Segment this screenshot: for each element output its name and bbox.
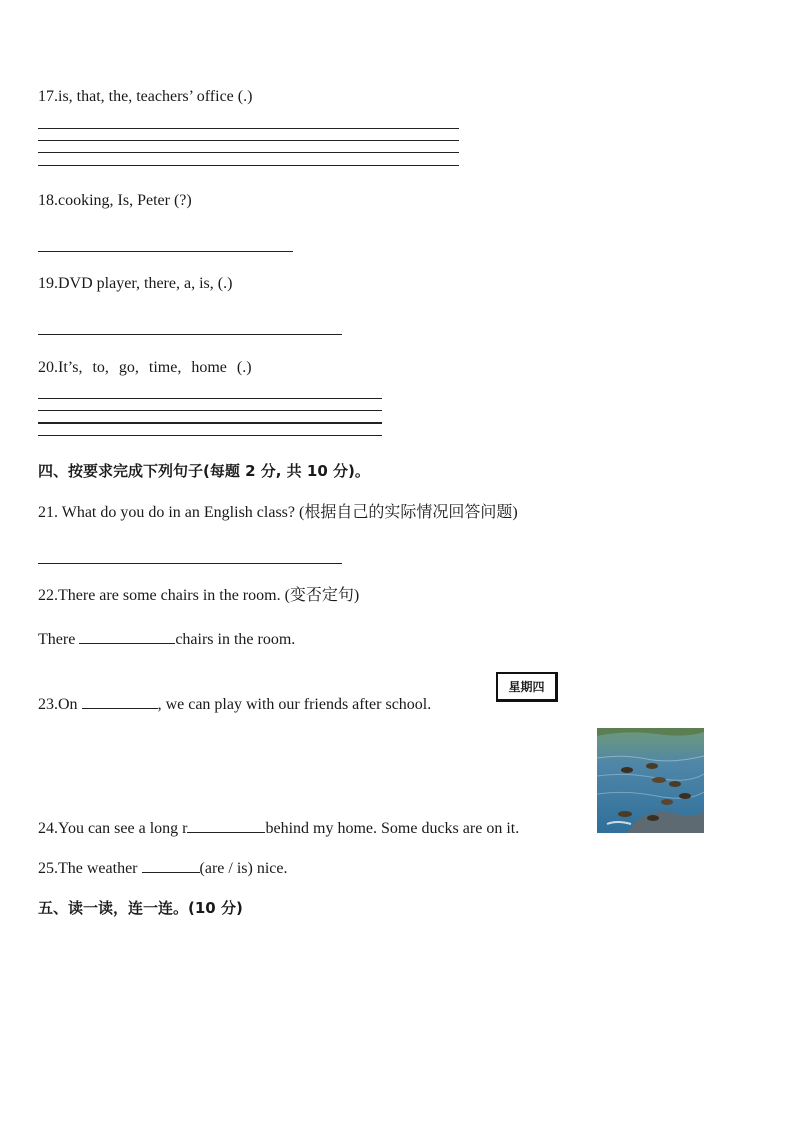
question-suffix: (are / is) nice. [199,860,288,877]
picture-label: 星期四 [508,680,545,694]
pond-with-ducks-icon [597,728,704,833]
answer-line[interactable] [38,140,459,141]
question-22-answer [38,628,295,650]
answer-line[interactable] [38,334,342,335]
answer-suffix: chairs in the room. [175,631,296,648]
question-25 [38,857,287,879]
question-19: 19.DVD player, there, a, is, (.) [38,275,233,292]
answer-line[interactable] [38,398,382,399]
question-20: 20.It’s, to, go, time, home (.) [38,359,252,376]
question-22: 22.There are some chairs in the room. (变否定句) [38,587,360,604]
answer-line[interactable] [38,435,382,436]
question-23 [38,693,431,715]
question-24 [38,817,519,839]
answer-line[interactable] [38,152,459,153]
fill-blank[interactable] [187,817,265,833]
question-18: 18.cooking, Is, Peter (?) [38,192,192,209]
answer-line[interactable] [38,128,459,129]
question-21: 21. What do you do in an English class? (根据自己的实际情况回答问题) [38,504,518,521]
answer-line[interactable] [38,563,342,564]
question-prefix: 23.On [38,696,78,713]
question-suffix: behind my home. Some ducks are on it. [265,820,520,837]
fill-blank[interactable] [142,857,200,873]
answer-line[interactable] [38,410,382,411]
section-5-heading: 五、读一读，连一连。(10 分) [38,899,243,917]
question-prefix: 24.You can see a long r [38,820,188,837]
question-suffix: , we can play with our friends after school. [157,696,432,713]
section-4-heading: 四、按要求完成下列句子(每题 2 分, 共 10 分)。 [38,462,370,480]
fill-blank[interactable] [82,693,158,709]
thursday-card-picture [496,672,558,702]
answer-line[interactable] [38,422,382,424]
question-17: 17.is, that, the, teachers’ office (.) [38,88,253,105]
answer-line[interactable] [38,165,459,166]
fill-blank[interactable] [79,628,175,644]
answer-prefix: There [38,631,76,648]
answer-line[interactable] [38,251,293,252]
question-prefix: 25.The weather [38,860,138,877]
